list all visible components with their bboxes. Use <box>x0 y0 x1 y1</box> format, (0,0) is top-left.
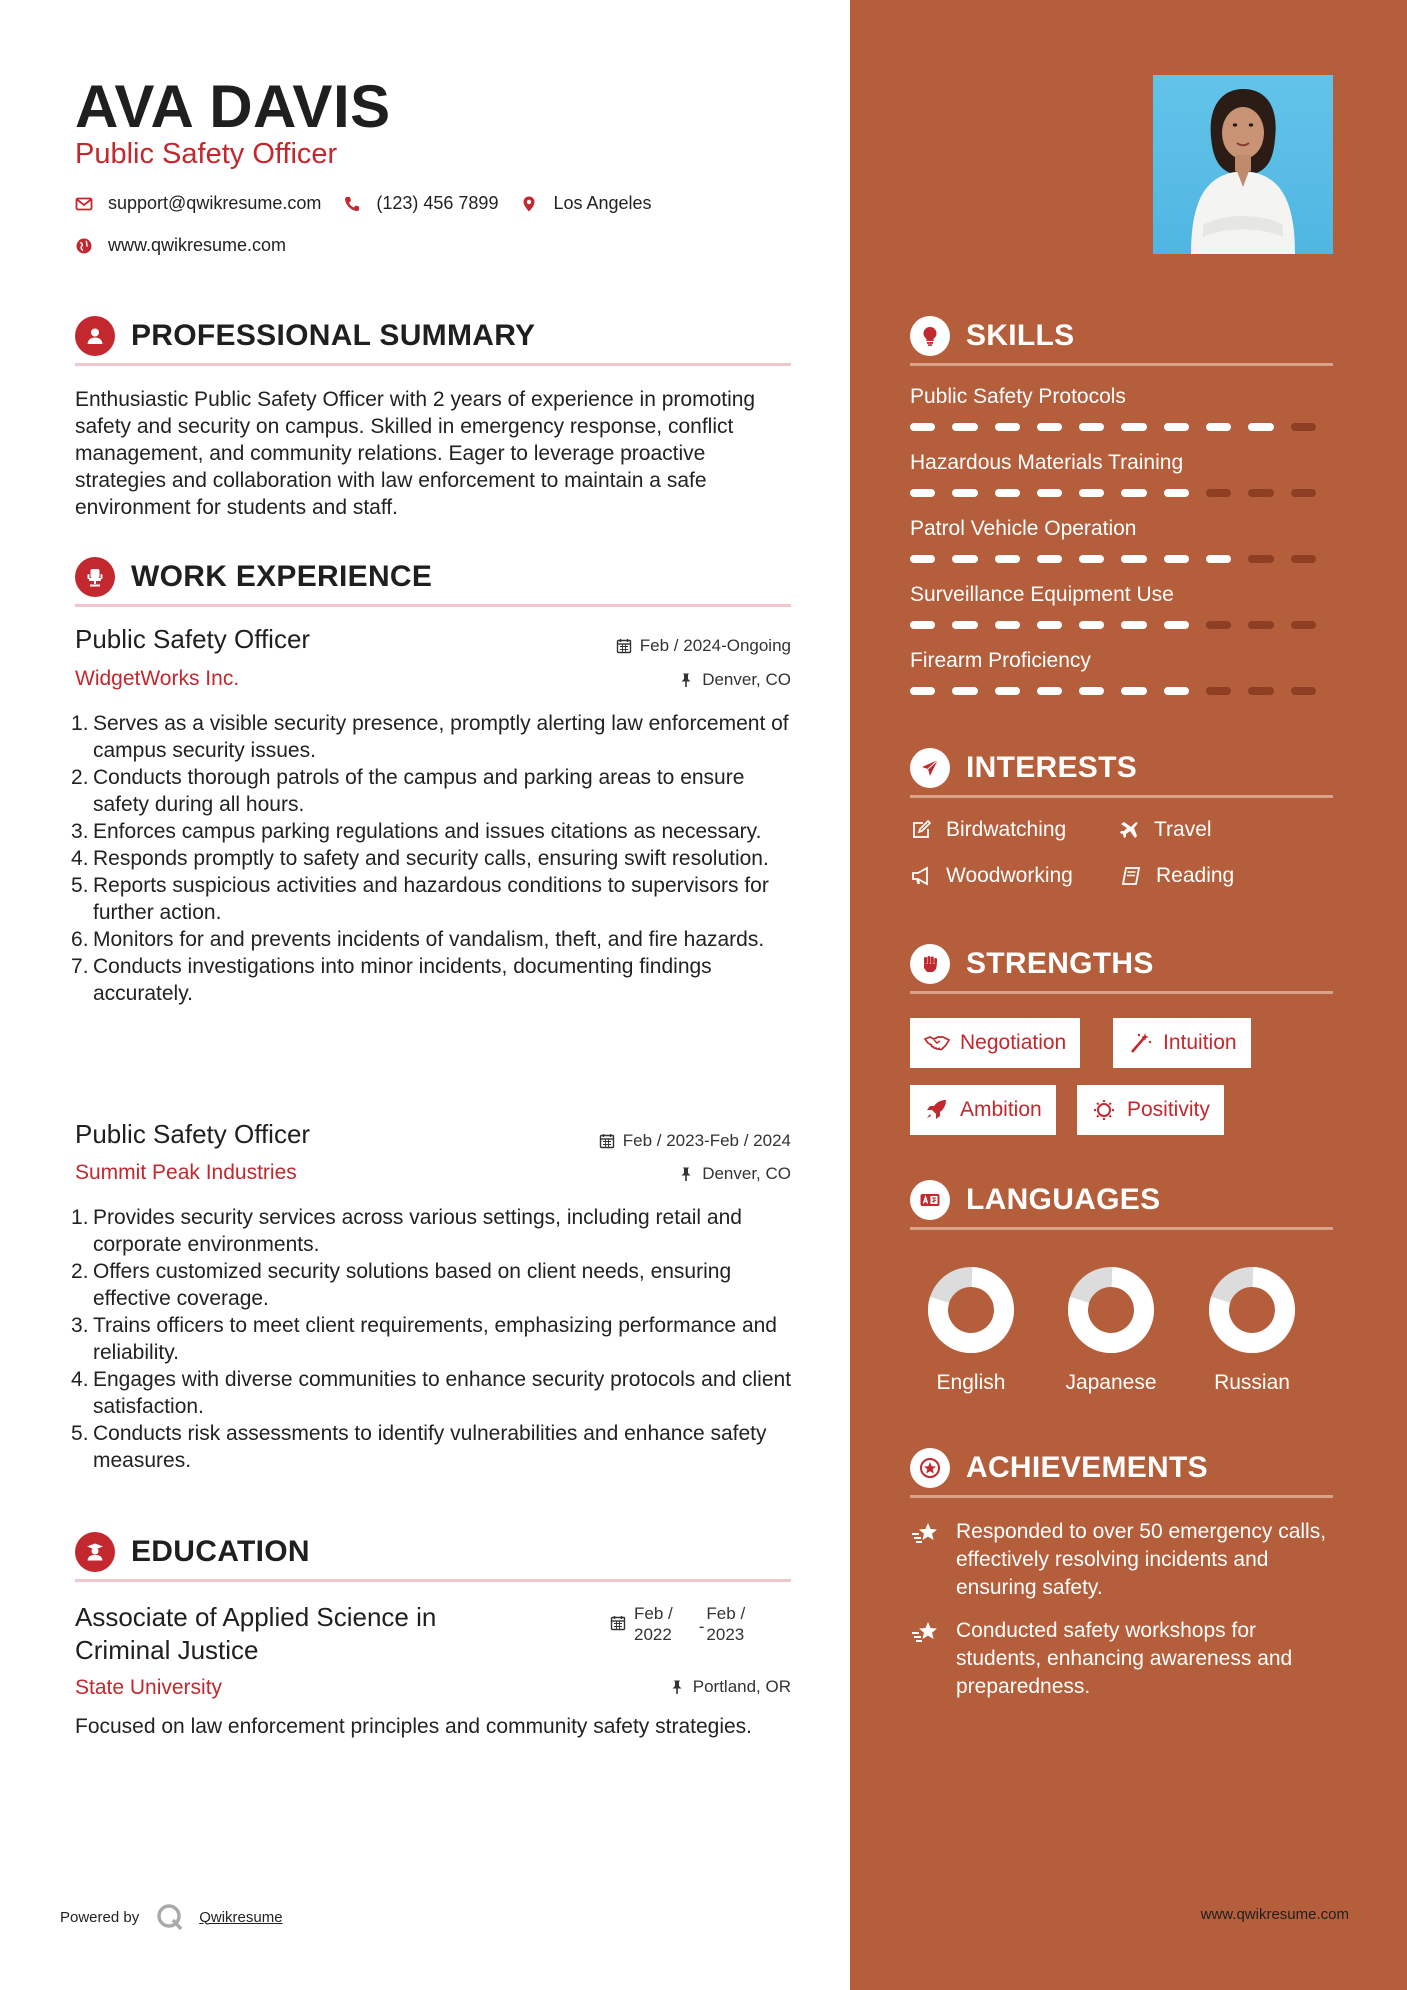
interest-item <box>1118 818 1212 842</box>
skill-dash-filled <box>1121 423 1146 431</box>
skill-item <box>910 517 1333 563</box>
qwikresume-logo-icon <box>155 1902 185 1932</box>
language-donut <box>928 1267 1014 1353</box>
skill-dash-filled <box>1121 489 1146 497</box>
strengths-title: STRENGTHS <box>966 946 1154 980</box>
phone-number[interactable]: (123) 456 7899 <box>376 193 499 213</box>
qwikresume-link[interactable]: Qwikresume <box>199 1908 283 1926</box>
skill-meter <box>910 621 1333 629</box>
skill-dash-empty <box>1291 687 1316 695</box>
list-item: Trains officers to meet client requirements, emphasizing performance and reliability. <box>93 1314 777 1364</box>
megaphone-icon <box>910 865 932 887</box>
skill-dash-filled <box>952 687 977 695</box>
end-month: Feb / <box>706 1604 746 1623</box>
list-item: Monitors for and prevents incidents of vandalism, theft, and fire hazards. <box>93 928 765 951</box>
interests-section-header <box>910 740 1333 798</box>
calendar-icon <box>610 1615 626 1631</box>
skill-dash-empty <box>1291 489 1316 497</box>
skill-meter <box>910 687 1333 695</box>
powered-by-label: Powered by <box>60 1908 140 1926</box>
candidate-role: Public Safety Officer <box>75 138 338 170</box>
education-title: EDUCATION <box>131 1534 310 1568</box>
skill-dash-filled <box>952 423 977 431</box>
language-name: Russian <box>1214 1371 1290 1394</box>
language-donut <box>1068 1267 1154 1353</box>
pushpin-icon <box>678 1166 694 1182</box>
website-link[interactable]: www.qwikresume.com <box>108 235 287 255</box>
skill-dash-empty <box>1291 621 1316 629</box>
language-item <box>1056 1267 1166 1395</box>
skill-item <box>910 385 1333 431</box>
skill-dash-filled <box>1206 423 1231 431</box>
skill-dash-filled <box>910 555 935 563</box>
edit-icon <box>910 819 932 841</box>
strength-chip <box>1077 1085 1224 1135</box>
list-item: Provides security services across various settings, including retail and corporate environments. <box>93 1206 742 1256</box>
strengths-section-header <box>910 936 1333 994</box>
candidate-name: AVA DAVIS <box>75 73 391 140</box>
skill-dash-filled <box>1037 423 1062 431</box>
achievements-title: ACHIEVEMENTS <box>966 1450 1208 1484</box>
skill-dash-filled <box>995 687 1020 695</box>
job-duties-list <box>93 710 793 1007</box>
strength-label: Negotiation <box>960 1031 1067 1054</box>
list-item: Enforces campus parking regulations and issues citations as necessary. <box>93 820 762 843</box>
skill-item <box>910 451 1333 497</box>
phone-icon <box>343 195 361 213</box>
paper-plane-icon <box>910 748 950 788</box>
skills-section-header <box>910 308 1333 366</box>
skill-dash-filled <box>910 423 935 431</box>
strength-chip <box>1113 1018 1251 1068</box>
plane-icon <box>1118 819 1140 841</box>
school-name: State University <box>75 1676 223 1699</box>
skill-dash-empty <box>1291 555 1316 563</box>
skill-dash-filled <box>952 489 977 497</box>
job-company: Summit Peak Industries <box>75 1161 297 1184</box>
job-location <box>678 670 791 690</box>
skill-dash-filled <box>1121 687 1146 695</box>
office-chair-icon <box>75 557 115 597</box>
interest-label: Woodworking <box>946 864 1073 887</box>
pushpin-icon <box>669 1679 685 1695</box>
star-badge-icon <box>910 1448 950 1488</box>
skill-dash-filled <box>1037 489 1062 497</box>
skill-dash-filled <box>995 423 1020 431</box>
interest-item <box>910 818 1066 842</box>
experience-section-header <box>75 549 791 607</box>
language-item <box>916 1267 1026 1395</box>
education-location <box>669 1677 791 1697</box>
language-name: Japanese <box>1065 1371 1157 1394</box>
list-item: Conducts investigations into minor incidents, documenting findings accurately. <box>93 955 712 1005</box>
skill-dash-filled <box>1206 555 1231 563</box>
degree-title <box>75 1601 436 1667</box>
lightbulb-icon <box>910 316 950 356</box>
sidebar <box>850 0 1407 1990</box>
interest-item <box>910 864 1073 888</box>
skill-dash-filled <box>1164 555 1189 563</box>
language-name: English <box>936 1371 1006 1394</box>
skill-dash-filled <box>1164 489 1189 497</box>
skill-dash-empty <box>1248 489 1273 497</box>
skill-dash-filled <box>1121 555 1146 563</box>
skill-dash-filled <box>1037 555 1062 563</box>
skill-dash-filled <box>1248 423 1273 431</box>
summary-section-header <box>75 308 791 366</box>
skill-name: Patrol Vehicle Operation <box>910 517 1137 540</box>
job-location <box>678 1164 791 1184</box>
achievement-item <box>910 1617 1340 1701</box>
interests-title: INTERESTS <box>966 750 1138 784</box>
skill-dash-empty <box>1248 687 1273 695</box>
skill-dash-empty <box>1291 423 1316 431</box>
skill-meter <box>910 489 1333 497</box>
interest-label: Reading <box>1156 864 1235 887</box>
skill-dash-filled <box>952 621 977 629</box>
skill-dash-filled <box>1037 687 1062 695</box>
list-item: Serves as a visible security presence, promptly alerting law enforcement of campus security issues. <box>93 712 789 762</box>
experience-title: WORK EXPERIENCE <box>131 559 433 593</box>
globe-icon <box>75 237 93 255</box>
job-title: Public Safety Officer <box>75 1119 311 1149</box>
start-year: 2022 <box>634 1625 672 1644</box>
strength-chip <box>910 1018 1080 1068</box>
skill-meter <box>910 423 1333 431</box>
powered-by <box>60 1902 283 1932</box>
pushpin-icon <box>678 672 694 688</box>
languages-title: LANGUAGES <box>966 1182 1161 1216</box>
list-item: Offers customized security solutions based on client needs, ensuring effective coverage. <box>93 1260 732 1310</box>
skills-title: SKILLS <box>966 318 1075 352</box>
skill-name: Public Safety Protocols <box>910 385 1126 408</box>
achievement-text: Responded to over 50 emergency calls, effectively resolving incidents and ensuring safety. <box>956 1520 1327 1599</box>
summary-title: PROFESSIONAL SUMMARY <box>131 318 536 352</box>
language-item <box>1197 1267 1307 1395</box>
skill-dash-filled <box>1037 621 1062 629</box>
job-dates <box>616 636 791 656</box>
strength-label: Positivity <box>1127 1098 1210 1121</box>
start-date <box>634 1603 673 1645</box>
fist-icon <box>910 944 950 984</box>
education-dates <box>610 1603 745 1645</box>
skill-dash-empty <box>1248 555 1273 563</box>
skill-dash-filled <box>1079 423 1104 431</box>
footer-website[interactable]: www.qwikresume.com <box>1200 1906 1349 1923</box>
skill-dash-filled <box>1121 621 1146 629</box>
language-icon <box>910 1180 950 1220</box>
skill-name: Hazardous Materials Training <box>910 451 1184 474</box>
skill-dash-filled <box>910 687 935 695</box>
job-dates <box>599 1131 791 1151</box>
skill-dash-empty <box>1248 621 1273 629</box>
date-separator: - <box>698 1617 705 1636</box>
skill-dash-empty <box>1206 687 1231 695</box>
magic-wand-icon <box>1127 1032 1153 1054</box>
interest-label: Birdwatching <box>946 818 1067 841</box>
calendar-icon <box>616 638 632 654</box>
skill-name: Surveillance Equipment Use <box>910 583 1174 606</box>
skill-item <box>910 583 1333 629</box>
education-location-text: Portland, OR <box>692 1677 791 1696</box>
strength-label: Intuition <box>1163 1031 1237 1054</box>
job-location-text: Denver, CO <box>702 670 791 689</box>
handshake-icon <box>924 1032 950 1054</box>
skill-dash-filled <box>952 555 977 563</box>
strength-label: Ambition <box>960 1098 1042 1121</box>
strength-chip <box>910 1085 1056 1135</box>
skill-name: Firearm Proficiency <box>910 649 1091 672</box>
achievements-section-header <box>910 1440 1333 1498</box>
map-pin-icon <box>520 195 538 213</box>
job-company: WidgetWorks Inc. <box>75 667 240 690</box>
achievement-text: Conducted safety workshops for students, enhancing awareness and preparedness. <box>956 1619 1293 1698</box>
summary-text: Enthusiastic Public Safety Officer with 2 years of experience in promoting safety and security on campus. Skilled in emergency response, conflict management, and community relations. Eager to leverage proactive strategies and collaboration with law enforcement to maintain a safe environment for students and staff. <box>75 388 756 519</box>
list-item: Conducts risk assessments to identify vulnerabilities and enhance safety measures. <box>93 1422 767 1472</box>
job-title: Public Safety Officer <box>75 624 311 654</box>
skill-dash-filled <box>1164 621 1189 629</box>
interest-label: Travel <box>1154 818 1212 841</box>
skill-dash-filled <box>910 489 935 497</box>
list-item: Conducts thorough patrols of the campus and parking areas to ensure safety during all hours. <box>93 766 745 816</box>
graduate-icon <box>75 1532 115 1572</box>
skill-dash-filled <box>1164 687 1189 695</box>
start-month: Feb / <box>634 1604 673 1623</box>
book-icon <box>1120 865 1142 887</box>
skill-dash-filled <box>995 621 1020 629</box>
skill-dash-empty <box>1206 489 1231 497</box>
rocket-icon <box>924 1099 950 1121</box>
skill-dash-filled <box>1164 423 1189 431</box>
job-location-text: Denver, CO <box>702 1164 791 1183</box>
website-row <box>75 235 308 256</box>
achievement-item <box>910 1518 1340 1602</box>
job-dates-text: Feb / 2024-Ongoing <box>639 636 791 655</box>
profile-photo <box>1153 75 1333 254</box>
user-icon <box>75 316 115 356</box>
location-text: Los Angeles <box>553 193 652 213</box>
shooting-star-icon <box>910 1619 940 1647</box>
skill-dash-filled <box>1079 621 1104 629</box>
job-dates-text: Feb / 2023-Feb / 2024 <box>622 1131 791 1150</box>
degree-line: Criminal Justice <box>75 1635 259 1665</box>
end-year: 2023 <box>706 1625 745 1644</box>
education-text: Focused on law enforcement principles and community safety strategies. <box>75 1715 752 1738</box>
calendar-icon <box>599 1133 615 1149</box>
language-donut <box>1209 1267 1295 1353</box>
email-link[interactable]: support@qwikresume.com <box>108 193 322 213</box>
skill-dash-filled <box>1079 687 1104 695</box>
list-item: Engages with diverse communities to enhance security protocols and client satisfaction. <box>93 1368 792 1418</box>
skill-dash-filled <box>1079 555 1104 563</box>
skill-dash-empty <box>1206 621 1231 629</box>
contact-row <box>75 193 674 214</box>
degree-line: Associate of Applied Science in <box>75 1602 437 1632</box>
skill-item <box>910 649 1333 695</box>
list-item: Responds promptly to safety and security calls, ensuring swift resolution. <box>93 847 769 870</box>
job-duties-list <box>93 1204 793 1474</box>
skill-meter <box>910 555 1333 563</box>
skill-dash-filled <box>1079 489 1104 497</box>
languages-section-header <box>910 1172 1333 1230</box>
shooting-star-icon <box>910 1520 940 1548</box>
education-section-header <box>75 1524 791 1582</box>
interest-item <box>1120 864 1234 888</box>
list-item: Reports suspicious activities and hazardous conditions to supervisors for further action. <box>93 874 769 924</box>
skill-dash-filled <box>910 621 935 629</box>
skill-dash-filled <box>995 489 1020 497</box>
skill-dash-filled <box>995 555 1020 563</box>
end-date <box>706 1603 745 1645</box>
sun-icon <box>1091 1099 1117 1121</box>
envelope-icon <box>75 195 93 213</box>
